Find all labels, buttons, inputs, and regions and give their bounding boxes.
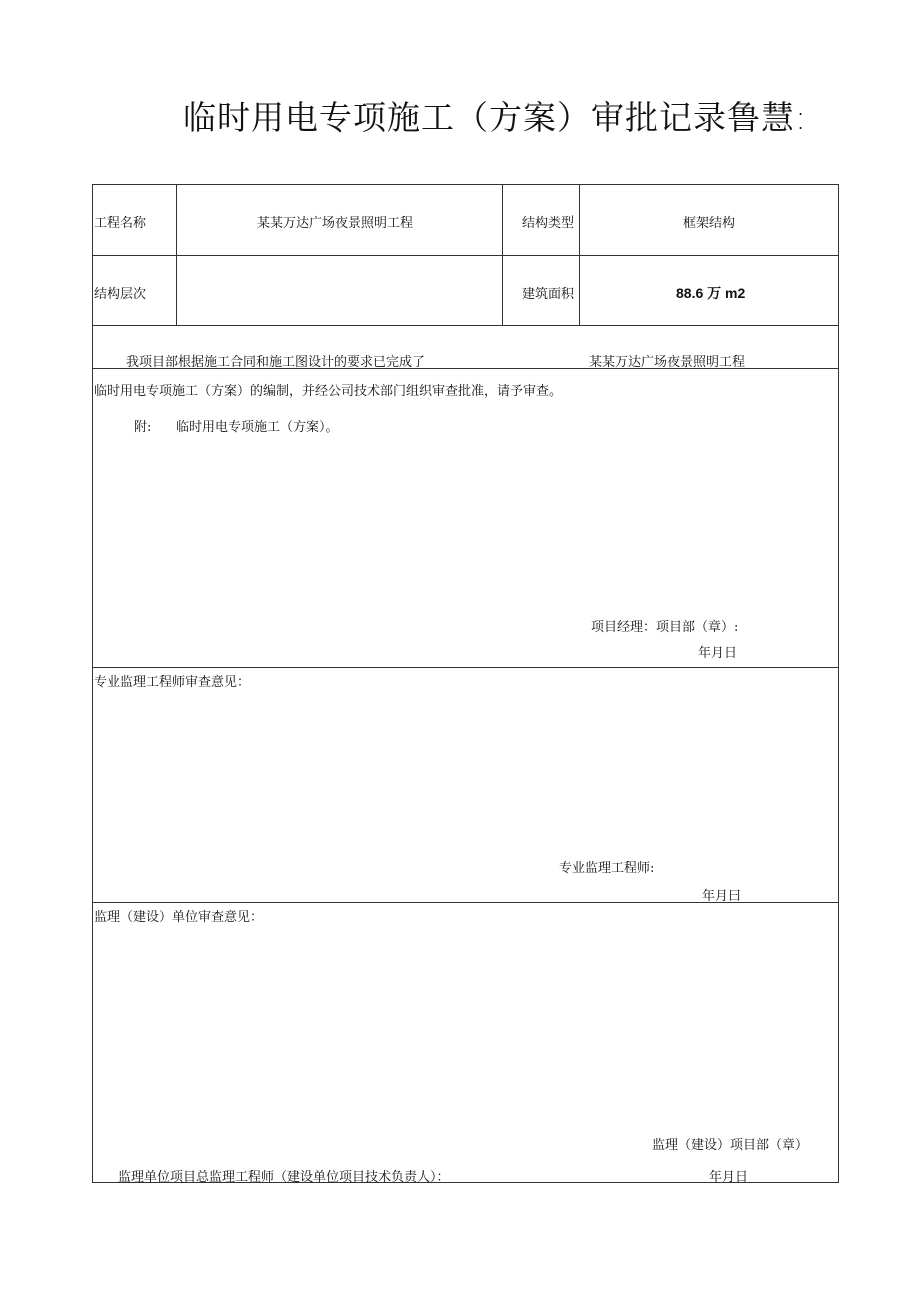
application-date: 年月日: [698, 646, 738, 661]
engineer-signature: 专业监理工程师:: [559, 861, 655, 876]
project-name-value: 某某万达广场夜景照明工程: [257, 216, 414, 231]
row-divider: [92, 325, 839, 326]
manager-signature: 项目经理：项目部（章）:: [591, 620, 739, 635]
unit-review-label: 监理（建设）单位审查意见：: [94, 910, 264, 925]
structure-type-label: 结构类型: [522, 216, 575, 231]
chief-engineer-signature: 监理单位项目总监理工程师（建设单位项目技术负责人）：: [118, 1170, 450, 1185]
page-title: 临时用电专项施工（方案）审批记录鲁慧:: [183, 98, 808, 137]
structure-levels-label: 结构层次: [94, 287, 147, 302]
unit-review-date: 年月日: [709, 1170, 749, 1185]
application-line-2: 临时用电专项施工（方案）的编制，并经公司技术部门组织审查批准，请予审查。: [94, 384, 563, 399]
row-divider: [92, 667, 839, 668]
application-line-1: 我项目部根据施工合同和施工图设计的要求已完成了: [126, 355, 426, 370]
attachment-label: 附:: [134, 420, 152, 435]
column-divider: [176, 184, 177, 326]
application-project-name: 某某万达广场夜景照明工程: [589, 355, 746, 370]
building-area-label: 建筑面积: [522, 287, 575, 302]
engineer-review-label: 专业监理工程师审查意见：: [94, 675, 251, 690]
column-divider: [502, 184, 503, 326]
structure-type-value: 框架结构: [683, 216, 736, 231]
table-left-border: [92, 184, 93, 1183]
row-divider: [92, 255, 839, 256]
unit-stamp: 监理（建设）项目部（章）: [652, 1138, 809, 1153]
table-top-border: [92, 184, 839, 185]
table-right-border: [838, 184, 839, 1183]
engineer-review-date: 年月曰: [702, 889, 742, 904]
column-divider: [579, 184, 580, 326]
building-area-value: 88.6 万 m2: [676, 285, 746, 301]
project-name-label: 工程名称: [94, 216, 147, 231]
attachment-value: 临时用电专项施工（方案）。: [176, 420, 339, 435]
